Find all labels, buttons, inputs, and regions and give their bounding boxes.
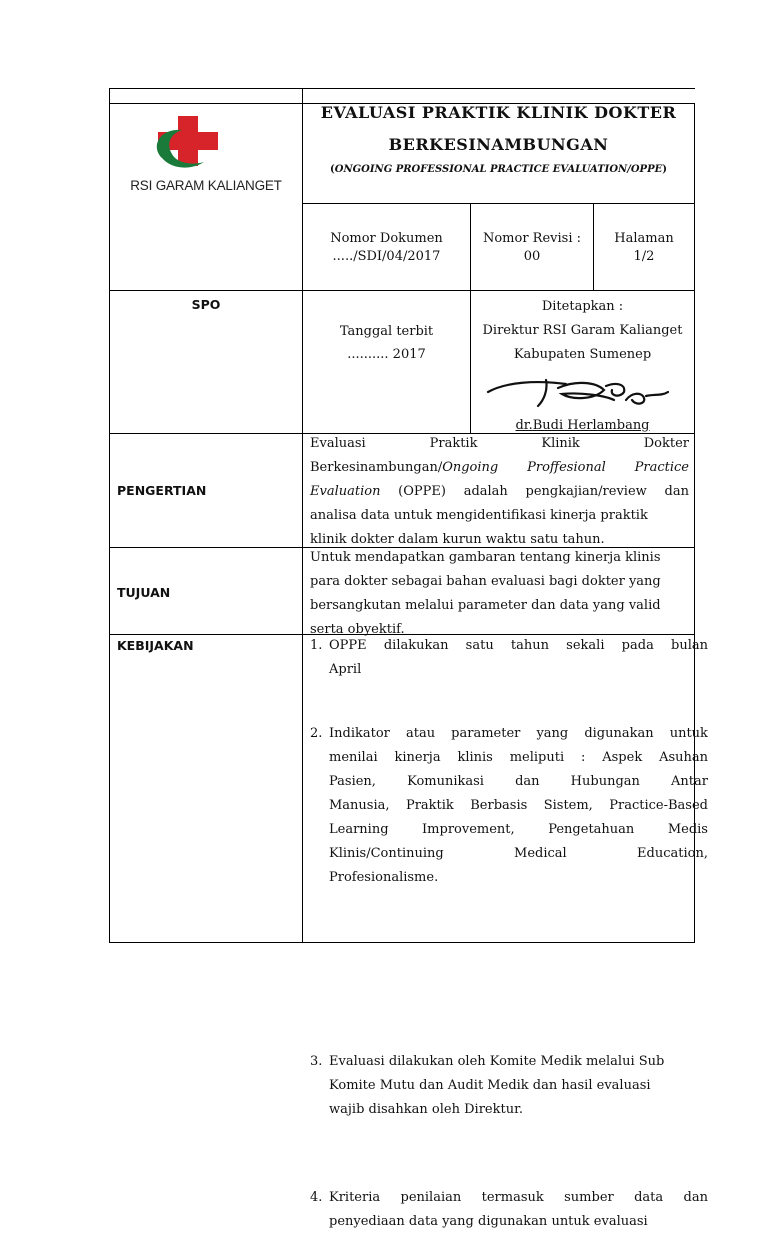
kebijakan-item [310,722,708,890]
tanggal-terbit-label: Tanggal terbit [339,324,434,339]
signature-icon [486,370,676,414]
kabupaten-label: Kabupaten Sumenep [513,347,652,362]
tujuan-line-1: Untuk mendapatkan gambaran tentang kinerja klinis [310,550,661,565]
ditetapkan-label: Ditetapkan : [541,299,624,314]
direktur-label: Direktur RSI Garam Kalianget [482,323,683,338]
doc-title-line2: BERKESINAMBUNGAN [388,135,609,154]
kebijakan-item-line: Profesionalisme. [329,870,439,885]
nomor-revisi-label: Nomor Revisi : [482,231,582,246]
pengertian-line-3: Evaluation (OPPE) adalah pengkajian/review dan [310,484,689,499]
kebijakan-item-number: 2. [310,726,323,741]
kebijakan-item-line: Klinis/Continuing Medical Education, [329,846,708,861]
spo-label: SPO [191,297,221,312]
halaman-value: 1/2 [633,249,655,264]
pengertian-line-4: analisa data untuk mengidentifikasi kinerja praktik [310,508,648,523]
kebijakan-item-line: April [329,662,362,677]
kebijakan-item-number: 1. [310,638,323,653]
kebijakan-item-line: Evaluasi dilakukan oleh Komite Medik melalui Sub [329,1054,665,1069]
pengertian-line-1: Evaluasi Praktik Klinik Dokter [310,436,689,451]
kebijakan-item-line: Indikator atau parameter yang digunakan untuk [329,726,708,741]
hospital-logo [120,108,292,200]
kebijakan-item-line: Learning Improvement, Pengetahuan Medis [329,822,708,837]
pengertian-line-2: Berkesinambungan/Ongoing Proffesional Practice [310,460,689,475]
kebijakan-item [310,634,708,682]
pengertian-label: PENGERTIAN [117,483,207,498]
kebijakan-item [310,1186,708,1234]
halaman-label: Halaman [614,231,674,246]
doc-subtitle: (ONGOING PROFESSIONAL PRACTICE EVALUATION/OPPE) [330,164,667,175]
nomor-dokumen-value: ...../SDI/04/2017 [332,249,441,264]
tujuan-label: TUJUAN [117,585,171,600]
kebijakan-item-line: Manusia, Praktik Berbasis Sistem, Practice-Based [329,798,708,813]
kebijakan-item-line: wajib disahkan oleh Direktur. [329,1102,523,1117]
kebijakan-item-line: penyediaan data yang digunakan untuk evaluasi [329,1214,648,1229]
kebijakan-item-line: Komite Mutu dan Audit Medik dan hasil evaluasi [329,1078,651,1093]
kebijakan-item-line: OPPE dilakukan satu tahun sekali pada bulan [329,638,708,653]
tujuan-line-3: bersangkutan melalui parameter dan data yang valid [310,598,661,613]
kebijakan-item-line: Kriteria penilaian termasuk sumber data dan [329,1190,708,1205]
tujuan-line-2: para dokter sebagai bahan evaluasi bagi dokter yang [310,574,661,589]
kebijakan-item [310,1050,708,1122]
doc-title-line1: EVALUASI PRAKTIK KLINIK DOKTER [320,103,677,122]
pengertian-line-5: klinik dokter dalam kurun waktu satu tahun. [310,532,605,547]
logo-text: RSI GARAM KALIANGET [130,178,282,193]
kebijakan-label: KEBIJAKAN [117,638,194,653]
tanggal-terbit-value: .......... 2017 [347,347,426,362]
kebijakan-item-number: 3. [310,1054,323,1069]
kebijakan-item-line: menilai kinerja klinis meliputi : Aspek Asuhan [329,750,708,765]
nomor-revisi-value: 00 [523,249,541,264]
kebijakan-item-number: 4. [310,1190,323,1205]
red-cross-icon [120,108,292,178]
tujuan-line-4: serta obyektif. [310,622,405,637]
kebijakan-item-line: Pasien, Komunikasi dan Hubungan Antar [329,774,708,789]
signer-name: dr.Budi Herlambang [515,418,650,433]
nomor-dokumen-label: Nomor Dokumen [330,231,443,246]
